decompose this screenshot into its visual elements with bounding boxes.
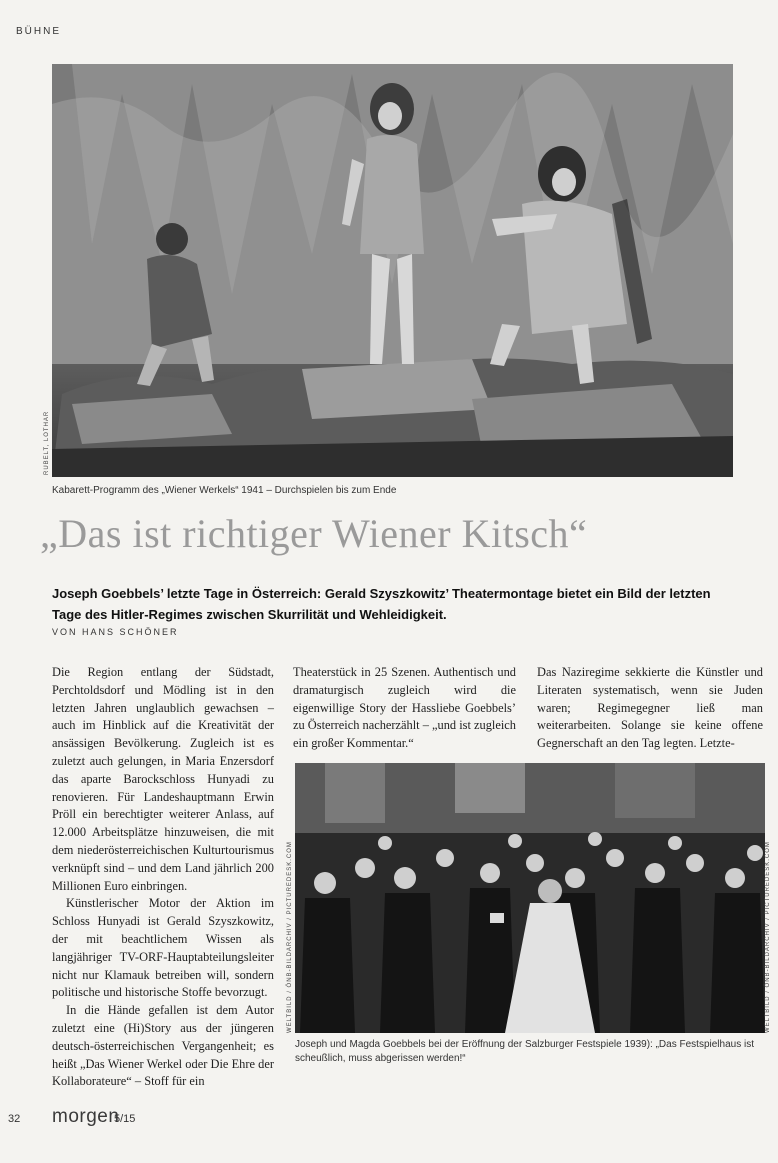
photo1-caption: Kabarett-Programm des „Wiener Werkels“ 1941 – Durchspielen bis zum Ende: [52, 485, 397, 496]
issue-number: 5/15: [114, 1113, 136, 1125]
section-label: BÜHNE: [16, 26, 62, 37]
article-byline: VON HANS SCHÖNER: [52, 627, 179, 637]
article-column-2: [293, 664, 516, 753]
reception-scene-image: [295, 763, 765, 1033]
paragraph: Theaterstück in 25 Szenen. Authentisch und dramaturgisch zugleich wird die eigenwillige Story der Hassliebe Goebbels’ zu Österreich nacherzählt – „und ist zugleich ein großer Kommentar.“: [293, 665, 516, 751]
paragraph: Das Naziregime sekkierte die Künstler und Literaten systematisch, wenn sie Juden waren; Regimegegner ließ man weiterarbeiten. Solange sie keine offene Gegnerschaft an den Tag legten. Letzte-: [537, 665, 763, 751]
stage-scene-image: [52, 64, 733, 477]
goebbels-reception-photo: [295, 763, 765, 1033]
article-column-3: [537, 664, 763, 753]
paragraph: Künstlerischer Motor der Aktion im Schloss Hunyadi ist Gerald Szyszkowitz, der mit beachtlichem Wissen als langjähriger TV-ORF-Hauptabteilungsleiter nicht nur Klamauk betreiben will, sondern politische und historische Stoffe bevorzugt.: [52, 896, 274, 1000]
photo2-credit-left: WELTBILD / ÖNB-BILDARCHIV / PICTUREDESK.COM: [287, 841, 293, 1033]
paragraph: In die Hände gefallen ist dem Autor zuletzt eine (Hi)Story aus der jüngeren deutsch-österreichischen Vergangenheit; es heißt „Das Wiener Werkel oder Die Ehre der Kollaborateure“ – Stoff für ein: [52, 1003, 274, 1089]
photo2-caption: Joseph und Magda Goebbels bei der Eröffnung der Salzburger Festspiele 1939): „Das Festspielhaus ist scheußlich, muss abgerissen werden!“: [295, 1039, 754, 1064]
cabaret-stage-photo: [52, 64, 733, 477]
magazine-name: morgen: [52, 1106, 120, 1127]
photo2-credit-right: WELTBILD / ÖNB-BILDARCHIV / PICTUREDESK.COM: [765, 841, 771, 1033]
article-column-1: [52, 664, 274, 1091]
page-number: 32: [8, 1113, 21, 1125]
article-headline: „Das ist richtiger Wiener Kitsch“: [40, 511, 588, 556]
article-lead: Joseph Goebbels’ letzte Tage in Österreich: Gerald Szyszkowitz’ Theatermontage bietet ein Bild der letzten Tage des Hitler-Regimes zwischen Skurrilität und Wehleidigkeit.: [52, 586, 711, 622]
photo1-credit: RUBELT, LOTHAR: [44, 410, 50, 475]
paragraph: Die Region entlang der Südstadt, Perchtoldsdorf und Mödling ist in den letzten Jahren unglaublich gewachsen – auch im Hinblick auf die Kreativität der ansässigen Bevölkerung. Zugleich ist es zuletzt auch gelungen, in Maria Enzersdorf das aparte Barockschloss Hunyadi zu renovieren. Für Landeshauptmann Erwin Pröll ein berechtigter weiterer Anlass, auf 12.000 Arbeitsplätze hinzuweisen, die mit dem niederösterreichischen Kulturtourismus verknüpft sind – und dem Land jährlich 200 Millionen Euro einbringen.: [52, 665, 274, 893]
